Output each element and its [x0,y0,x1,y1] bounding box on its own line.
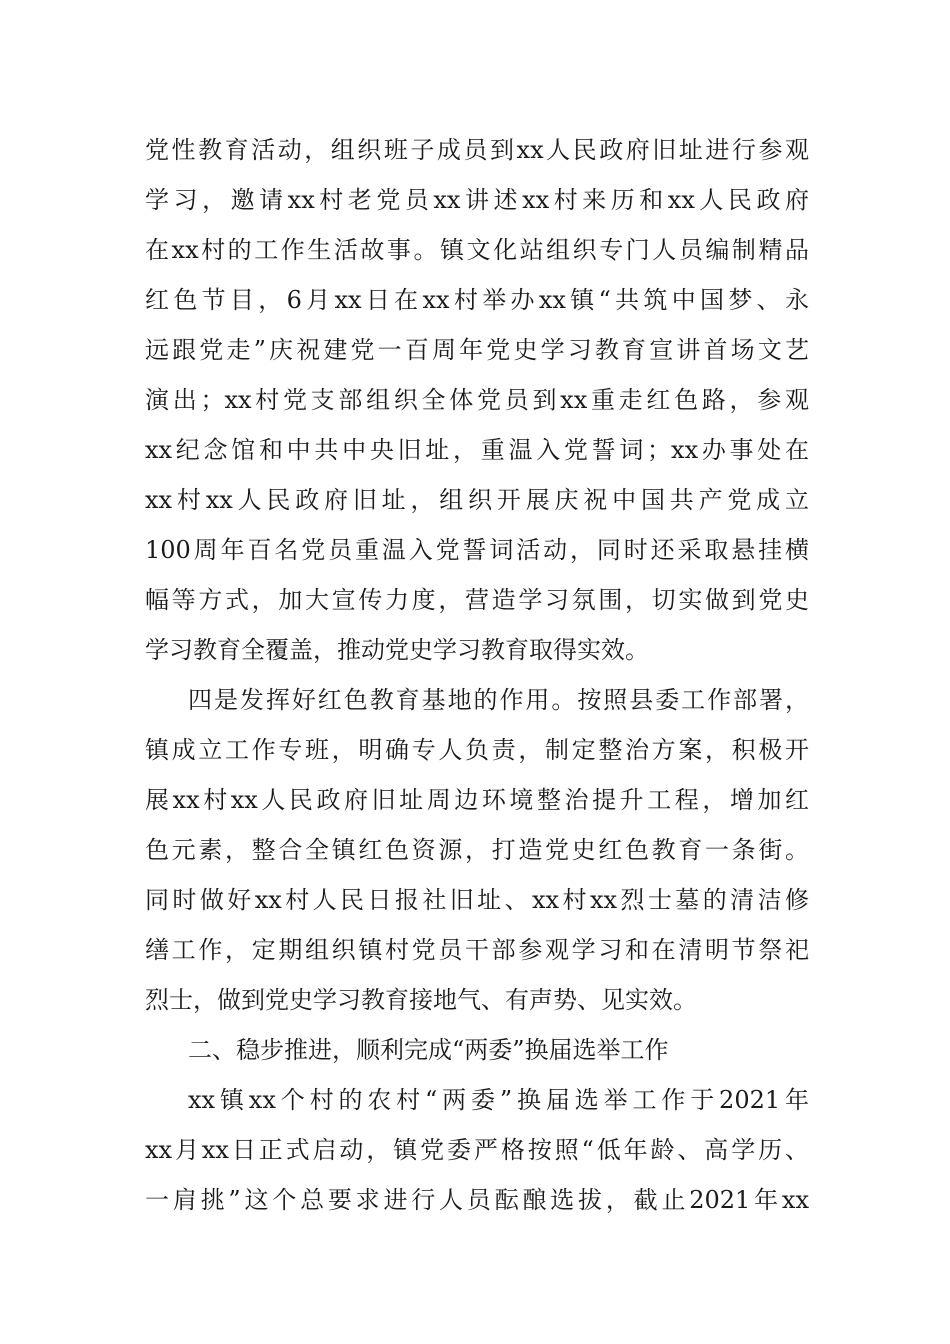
text-line: 远跟党走”庆祝建党一百周年党史学习教育宣讲首场文艺 [145,336,809,364]
text-line: 党性教育活动，组织班子成员到xx人民政府旧址进行参观 [145,136,809,164]
text-line: xx村xx人民政府旧址，组织开展庆祝中国共产党成立 [145,486,809,514]
text-line: 一肩挑”这个总要求进行人员酝酿选拔，截止2021年xx [145,1186,809,1214]
text-line: 100周年百名党员重温入党誓词活动，同时还采取悬挂横 [145,536,809,564]
text-line: xx月xx日正式启动，镇党委严格按照“低年龄、高学历、 [145,1136,809,1164]
section-heading: 二、稳步推进，顺利完成“两委”换届选举工作 [188,1036,669,1064]
text-line: 色元素，整合全镇红色资源，打造党史红色教育一条街。 [145,836,809,864]
text-line: 缮工作，定期组织镇村党员干部参观学习和在清明节祭祀 [145,936,809,964]
text-line: 演出；xx村党支部组织全体党员到xx重走红色路，参观 [145,386,809,414]
text-line: 学习，邀请xx村老党员xx讲述xx村来历和xx人民政府 [145,186,809,214]
text-line: 红色节目，6月xx日在xx村举办xx镇“共筑中国梦、永 [145,286,809,314]
text-line: 学习教育全覆盖，推动党史学习教育取得实效。 [145,636,649,664]
paragraph-first-line: xx镇xx个村的农村“两委”换届选举工作于2021年 [188,1086,809,1114]
text-line: 展xx村xx人民政府旧址周边环境整治提升工程，增加红 [145,786,809,814]
text-line: 在xx村的工作生活故事。镇文化站组织专门人员编制精品 [145,236,809,264]
text-line: 同时做好xx村人民日报社旧址、xx村xx烈士墓的清洁修 [145,886,809,914]
text-line: 幅等方式，加大宣传力度，营造学习氛围，切实做到党史 [145,586,809,614]
paragraph-first-line: 四是发挥好红色教育基地的作用。按照县委工作部署， [188,686,809,714]
text-line: 镇成立工作专班，明确专人负责，制定整治方案，积极开 [145,736,809,764]
text-line: xx纪念馆和中共中央旧址，重温入党誓词；xx办事处在 [145,436,809,464]
text-line: 烈士，做到党史学习教育接地气、有声势、见实效。 [145,986,697,1014]
